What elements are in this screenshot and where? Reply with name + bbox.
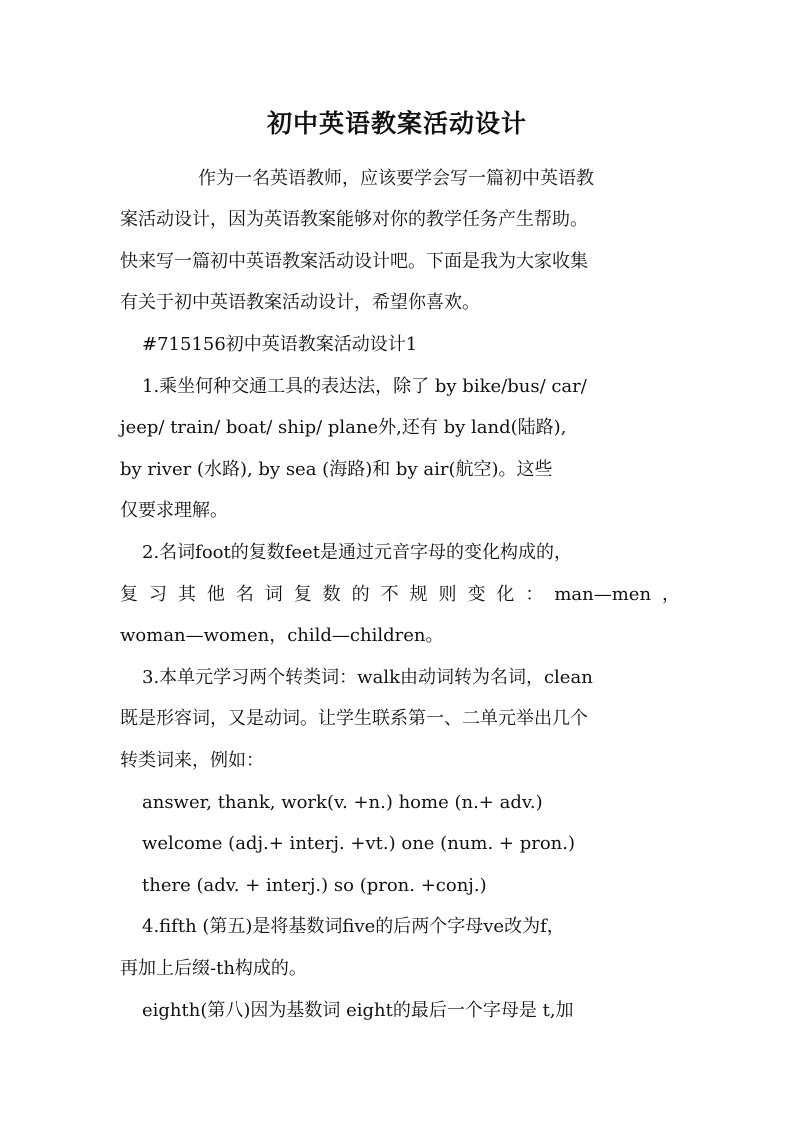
paragraph-line: jeep/ train/ boat/ ship/ plane外,还有 by land(陆路), <box>120 417 567 438</box>
paragraph-line: 作为一名英语教师，应该要学会写一篇初中英语教 <box>198 168 594 189</box>
paragraph-line: woman—women，child—children。 <box>120 625 444 646</box>
paragraph-line: 转类词来，例如： <box>120 750 264 771</box>
section-heading: #715156初中英语教案活动设计1 <box>142 334 418 355</box>
paragraph-line: by river (水路), by sea (海路)和 by air(航空)。这些 <box>120 459 553 480</box>
paragraph-line: 1.乘坐何种交通工具的表达法，除了 by bike/bus/ car/ <box>142 376 587 397</box>
paragraph-line: eighth(第八)因为基数词 eight的最后一个字母是 t,加 <box>142 1000 574 1021</box>
paragraph-line: 案活动设计，因为英语教案能够对你的教学任务产生帮助。 <box>120 209 588 230</box>
example-line: welcome (adj.+ interj. +vt.) one (num. + pron.) <box>142 833 576 854</box>
paragraph-line: 既是形容词，又是动词。让学生联系第一、二单元举出几个 <box>120 708 588 729</box>
document-title: 初中英语教案活动设计 <box>266 109 527 138</box>
paragraph-line: 有关于初中英语教案活动设计，希望你喜欢。 <box>120 292 480 313</box>
paragraph-line: 再加上后缀-th构成的。 <box>120 958 307 979</box>
paragraph-line: 3.本单元学习两个转类词：walk由动词转为名词，clean <box>142 667 593 688</box>
paragraph-line: 仅要求理解。 <box>120 500 228 521</box>
paragraph-line: 快来写一篇初中英语教案活动设计吧。下面是我为大家收集 <box>120 251 588 272</box>
example-line: answer, thank, work(v. +n.) home (n.+ adv.) <box>142 792 543 813</box>
example-line: there (adv. + interj.) so (pron. +conj.) <box>142 875 487 896</box>
paragraph-line: 2.名词foot的复数feet是通过元音字母的变化构成的， <box>142 542 572 563</box>
paragraph-line: 复习其他名词复数的不规则变化：man—men， <box>120 584 680 605</box>
paragraph-line: 4.fifth (第五)是将基数词five的后两个字母ve改为f， <box>142 916 565 937</box>
